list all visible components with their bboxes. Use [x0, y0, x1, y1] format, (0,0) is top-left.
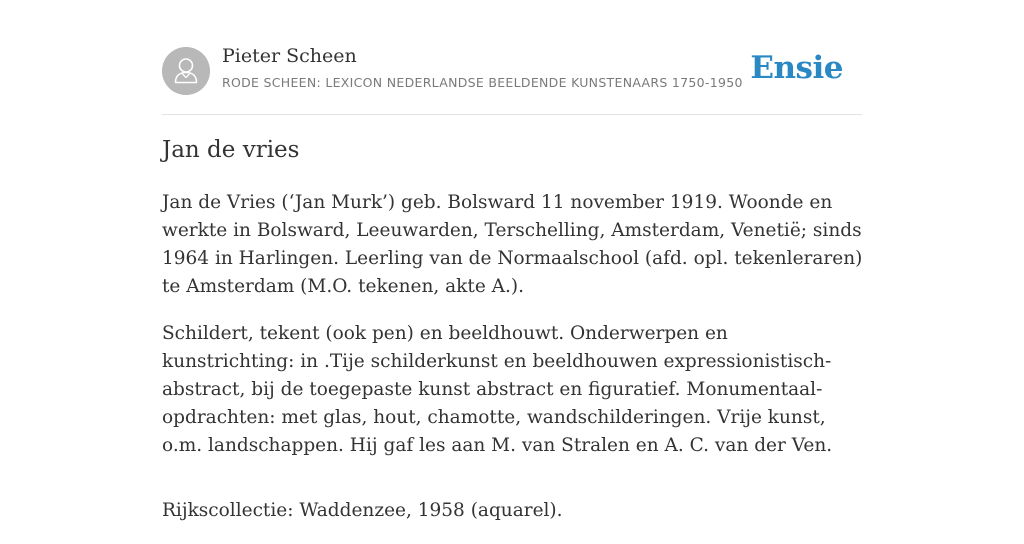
author-name[interactable]: Pieter Scheen: [222, 45, 357, 67]
author-avatar[interactable]: [162, 47, 210, 95]
article-paragraph: Jan de Vries (‘Jan Murk’) geb. Bolsward 11 november 1919. Woonde en werkte in Bolsward, Leeuwarden, Terschelling, Amsterdam, Venetië; sinds 1964 in Harlingen. Leerling van de Normaalschool (afd. opl. tekenleraren) te Amsterdam (M.O. tekenen, akte A.).: [162, 192, 863, 297]
brand-logo[interactable]: Ensie: [750, 50, 843, 86]
article-paragraph: Rijkscollectie: Waddenzee, 1958 (aquarel).: [162, 500, 563, 521]
page: [162, 0, 863, 521]
article-title: Jan de vries: [162, 137, 300, 163]
article-body: [162, 189, 864, 544]
article-paragraph: Schildert, tekent (ook pen) en beeldhouwt. Onderwerpen en kunstrichting: in .Tije schilderkunst en beeldhouwen expressionistisch-abstract, bij de toegepaste kunst abstract en figuratief. Monumentaal-opdrachten: met glas, hout, chamotte, wandschilderingen. Vrije kunst, o.m. landschappen. Hij gaf les aan M. van Stralen en A. C. van der Ven.: [162, 323, 833, 456]
user-icon: [162, 47, 210, 95]
header: [162, 0, 862, 115]
source-title[interactable]: RODE SCHEEN: LEXICON NEDERLANDSE BEELDENDE KUNSTENAARS 1750-1950: [222, 75, 743, 90]
